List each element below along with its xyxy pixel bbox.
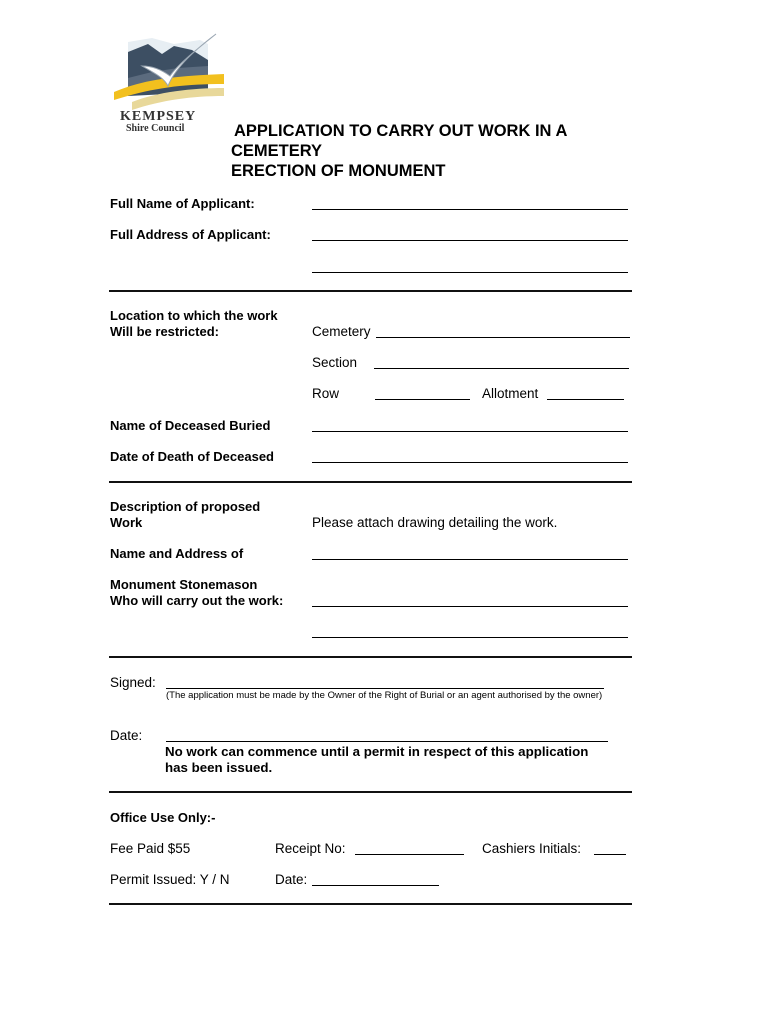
location-label-2: Will be restricted: xyxy=(110,324,219,339)
section-field[interactable] xyxy=(374,368,629,369)
stonemason-label-1: Name and Address of xyxy=(110,546,244,561)
cashier-initials-field[interactable] xyxy=(594,854,626,855)
stonemason-field-2[interactable] xyxy=(312,606,628,607)
council-logo-graphic xyxy=(112,30,227,115)
section-divider xyxy=(109,656,632,658)
deceased-date-label: Date of Death of Deceased xyxy=(110,449,274,464)
allotment-label: Allotment xyxy=(482,386,539,401)
section-label: Section xyxy=(312,355,358,370)
signature-date-label: Date: xyxy=(110,728,143,743)
description-note: Please attach drawing detailing the work. xyxy=(312,515,558,530)
location-label-1: Location to which the work xyxy=(110,308,278,323)
full-address-label: Full Address of Applicant: xyxy=(110,227,271,242)
receipt-field[interactable] xyxy=(355,854,464,855)
deceased-name-label: Name of Deceased Buried xyxy=(110,418,271,433)
title-line-2: CEMETERY xyxy=(231,142,323,160)
signature-date-field[interactable] xyxy=(166,741,608,742)
cashier-initials-label: Cashiers Initials: xyxy=(482,841,582,856)
stonemason-field-3[interactable] xyxy=(312,637,628,638)
full-name-label: Full Name of Applicant: xyxy=(110,196,255,211)
receipt-label: Receipt No: xyxy=(275,841,346,856)
row-field[interactable] xyxy=(375,399,470,400)
office-date-label: Date: xyxy=(275,872,308,887)
section-divider xyxy=(109,791,632,793)
section-divider xyxy=(109,481,632,483)
signed-label: Signed: xyxy=(110,675,156,690)
description-label-1: Description of proposed xyxy=(110,499,261,514)
signature-note: (The application must be made by the Owner of the Right of Burial or an agent authorised by the owner) xyxy=(166,690,603,701)
fee-paid-label: Fee Paid $55 xyxy=(110,841,191,856)
full-address-field-2[interactable] xyxy=(312,272,628,273)
permit-warning-line-2: has been issued. xyxy=(165,760,273,775)
deceased-name-field[interactable] xyxy=(312,431,628,432)
section-divider xyxy=(109,290,632,292)
permit-issued-label: Permit Issued: Y / N xyxy=(110,872,230,887)
office-date-field[interactable] xyxy=(312,885,439,886)
council-logo xyxy=(112,30,227,135)
title-line-3: ERECTION OF MONUMENT xyxy=(231,162,446,180)
description-label-2: Work xyxy=(110,515,143,530)
logo-subtitle: Shire Council xyxy=(126,123,185,134)
signature-field[interactable] xyxy=(166,688,604,689)
stonemason-field-1[interactable] xyxy=(312,559,628,560)
stonemason-label-2: Monument Stonemason xyxy=(110,577,258,592)
cemetery-label: Cemetery xyxy=(312,324,371,339)
logo-name: KEMPSEY xyxy=(120,109,197,124)
deceased-date-field[interactable] xyxy=(312,462,628,463)
title-line-1: APPLICATION TO CARRY OUT WORK IN A xyxy=(234,122,568,140)
allotment-field[interactable] xyxy=(547,399,624,400)
cemetery-field[interactable] xyxy=(376,337,630,338)
office-use-heading: Office Use Only:- xyxy=(110,810,216,825)
full-address-field-1[interactable] xyxy=(312,240,628,241)
row-label: Row xyxy=(312,386,340,401)
full-name-field[interactable] xyxy=(312,209,628,210)
permit-warning-line-1: No work can commence until a permit in respect of this application xyxy=(165,744,589,759)
section-divider xyxy=(109,903,632,905)
stonemason-label-3: Who will carry out the work: xyxy=(110,593,284,608)
